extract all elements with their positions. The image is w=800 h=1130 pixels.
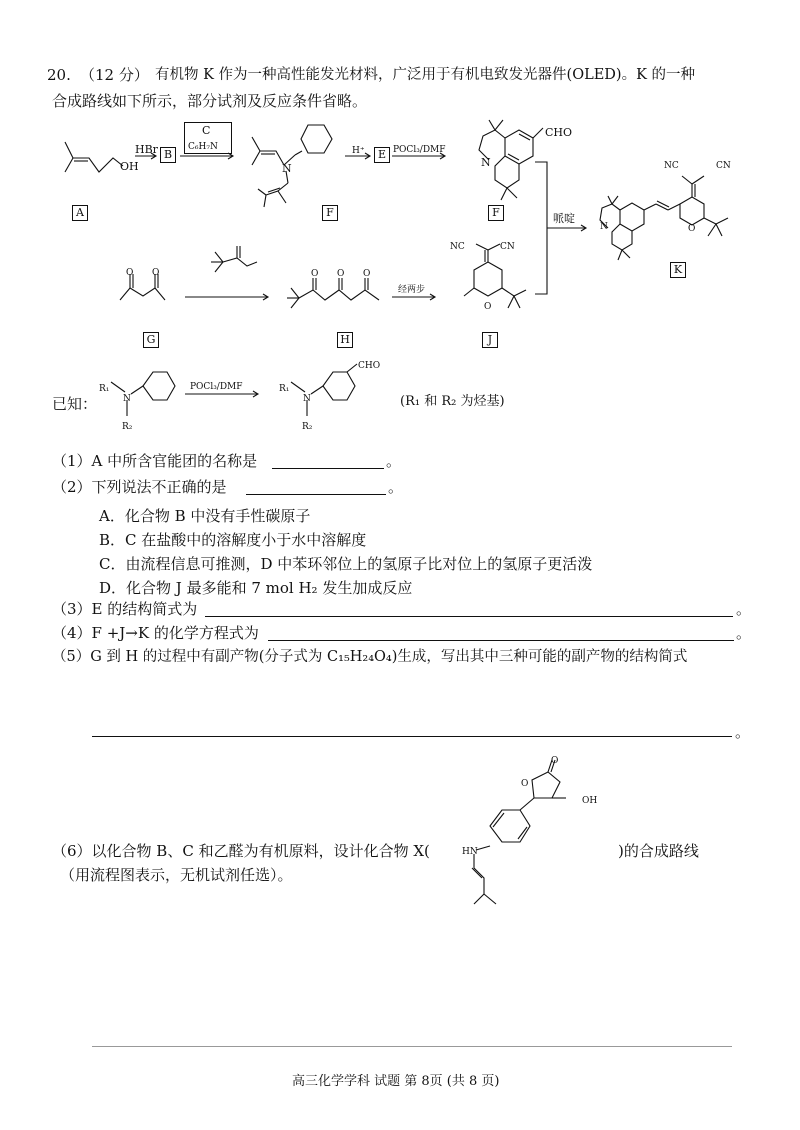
answer-line-2[interactable] xyxy=(246,494,386,495)
structure-k xyxy=(590,150,790,270)
reagent-c: C xyxy=(202,124,211,137)
group-o-g2: O xyxy=(152,268,160,278)
part-4-end: 。 xyxy=(736,624,752,642)
group-cn-j: CN xyxy=(500,242,515,252)
part-3: （3）E 的结构简式为 xyxy=(52,600,198,618)
answer-line-3[interactable] xyxy=(205,616,733,617)
structure-x xyxy=(460,750,620,920)
group-oh: OH xyxy=(120,160,139,173)
structure-g xyxy=(115,260,175,310)
x-group-oh: OH xyxy=(582,796,598,806)
reagent-hbr: HBr xyxy=(135,143,158,156)
bracket-f-j xyxy=(535,160,595,300)
group-o-h2: O xyxy=(337,269,345,279)
question-intro-2: 合成路线如下所示，部分试剂及反应条件省略。 xyxy=(52,92,368,110)
group-cn-k: CN xyxy=(716,161,731,171)
part-3-end: 。 xyxy=(736,600,752,618)
group-o-h1: O xyxy=(311,269,319,279)
part-6-b: )的合成路线 xyxy=(618,842,699,860)
arrow-a-b xyxy=(135,152,161,160)
option-a: A．化合物 B 中没有手性碳原子 xyxy=(99,507,311,525)
arrow-d-e xyxy=(345,152,375,160)
part-1: （1）A 中所含官能团的名称是 xyxy=(52,452,258,470)
known-reactant xyxy=(95,360,185,440)
question-points: （12 分） xyxy=(80,66,149,84)
answer-line-4[interactable] xyxy=(268,640,734,641)
part-4: （4）F +J→K 的化学方程式为 xyxy=(52,624,259,642)
known-r1-left: R₁ xyxy=(99,384,110,394)
known-pocl3: POCl₃/DMF xyxy=(190,382,243,392)
reagent-pocl3-1: POCl₃/DMF xyxy=(393,145,446,155)
known-n-left: N xyxy=(123,394,131,404)
label-h: H xyxy=(337,332,353,348)
x-group-hn: HN xyxy=(462,847,478,857)
option-b: B．C 在盐酸中的溶解度小于水中溶解度 xyxy=(99,531,367,549)
label-a: A xyxy=(72,205,88,221)
label-k: K xyxy=(670,262,686,278)
question-number: 20. xyxy=(47,66,71,84)
part-6-a: （6）以化合物 B、C 和乙醛为有机原料，设计化合物 X( xyxy=(52,842,430,860)
group-n-d: N xyxy=(282,162,292,175)
footer-rule xyxy=(92,1046,732,1047)
group-o-h3: O xyxy=(363,269,371,279)
reagent-c-formula: C₆H₇N xyxy=(188,142,218,152)
reagent-two-steps: 经两步 xyxy=(398,285,426,295)
known-arrow xyxy=(185,390,265,398)
x-group-o-carbonyl: O xyxy=(551,756,559,766)
group-nc-j: NC xyxy=(450,242,465,252)
reagent-h-plus: H⁺ xyxy=(352,146,365,156)
known-r2-left: R₂ xyxy=(122,422,133,432)
answer-line-5[interactable] xyxy=(92,736,732,737)
question-intro-1: 有机物 K 作为一种高性能发光材料，广泛用于有机电致发光器件(OLED)。K 的一种 xyxy=(155,67,696,83)
group-n-k: N xyxy=(600,222,608,232)
known-r2-right: R₂ xyxy=(302,422,313,432)
group-o-g1: O xyxy=(126,268,134,278)
group-n-f: N xyxy=(481,156,491,169)
known-note: (R₁ 和 R₂ 为烃基) xyxy=(400,394,505,409)
part-2-end: 。 xyxy=(388,478,404,496)
arrow-e-f xyxy=(392,152,452,160)
structure-pivalate xyxy=(195,240,265,280)
x-group-o-ring: O xyxy=(521,779,529,789)
part-5: （5）G 到 H 的过程中有副产物(分子式为 C₁₅H₂₄O₄)生成，写出其中三种可能的副产物的结构简式 xyxy=(52,649,688,665)
group-o-j: O xyxy=(484,302,492,312)
part-6-line2: （用流程图表示，无机试剂任选）。 xyxy=(60,866,293,884)
option-d: D．化合物 J 最多能和 7 mol H₂ 发生加成反应 xyxy=(99,579,413,597)
known-n-right: N xyxy=(303,394,311,404)
part-2: （2）下列说法不正确的是 xyxy=(52,478,227,496)
group-cho-f: CHO xyxy=(545,126,573,139)
group-o-k: O xyxy=(688,224,696,234)
option-c: C．由流程信息可推测，D 中苯环邻位上的氢原子比对位上的氢原子更活泼 xyxy=(99,555,593,573)
label-d: F xyxy=(322,205,338,221)
page-footer: 高三化学学科 试题 第 8页 (共 8 页) xyxy=(292,1074,500,1089)
label-g: G xyxy=(143,332,159,348)
known-cho: CHO xyxy=(358,361,381,371)
arrow-b-d xyxy=(180,152,240,160)
label-e: E xyxy=(374,147,390,163)
arrow-h-j xyxy=(392,293,442,301)
answer-line-1[interactable] xyxy=(272,468,384,469)
part-5-end: 。 xyxy=(735,723,751,741)
arrow-g-h xyxy=(185,293,275,301)
label-j: J xyxy=(482,332,498,348)
known-r1-right: R₁ xyxy=(279,384,290,394)
reagent-piperidine: 哌啶 xyxy=(553,212,575,225)
known-label: 已知： xyxy=(52,395,98,413)
part-1-end: 。 xyxy=(386,452,402,470)
label-f: F xyxy=(488,205,504,221)
group-nc-k: NC xyxy=(664,161,679,171)
label-b: B xyxy=(160,147,176,163)
